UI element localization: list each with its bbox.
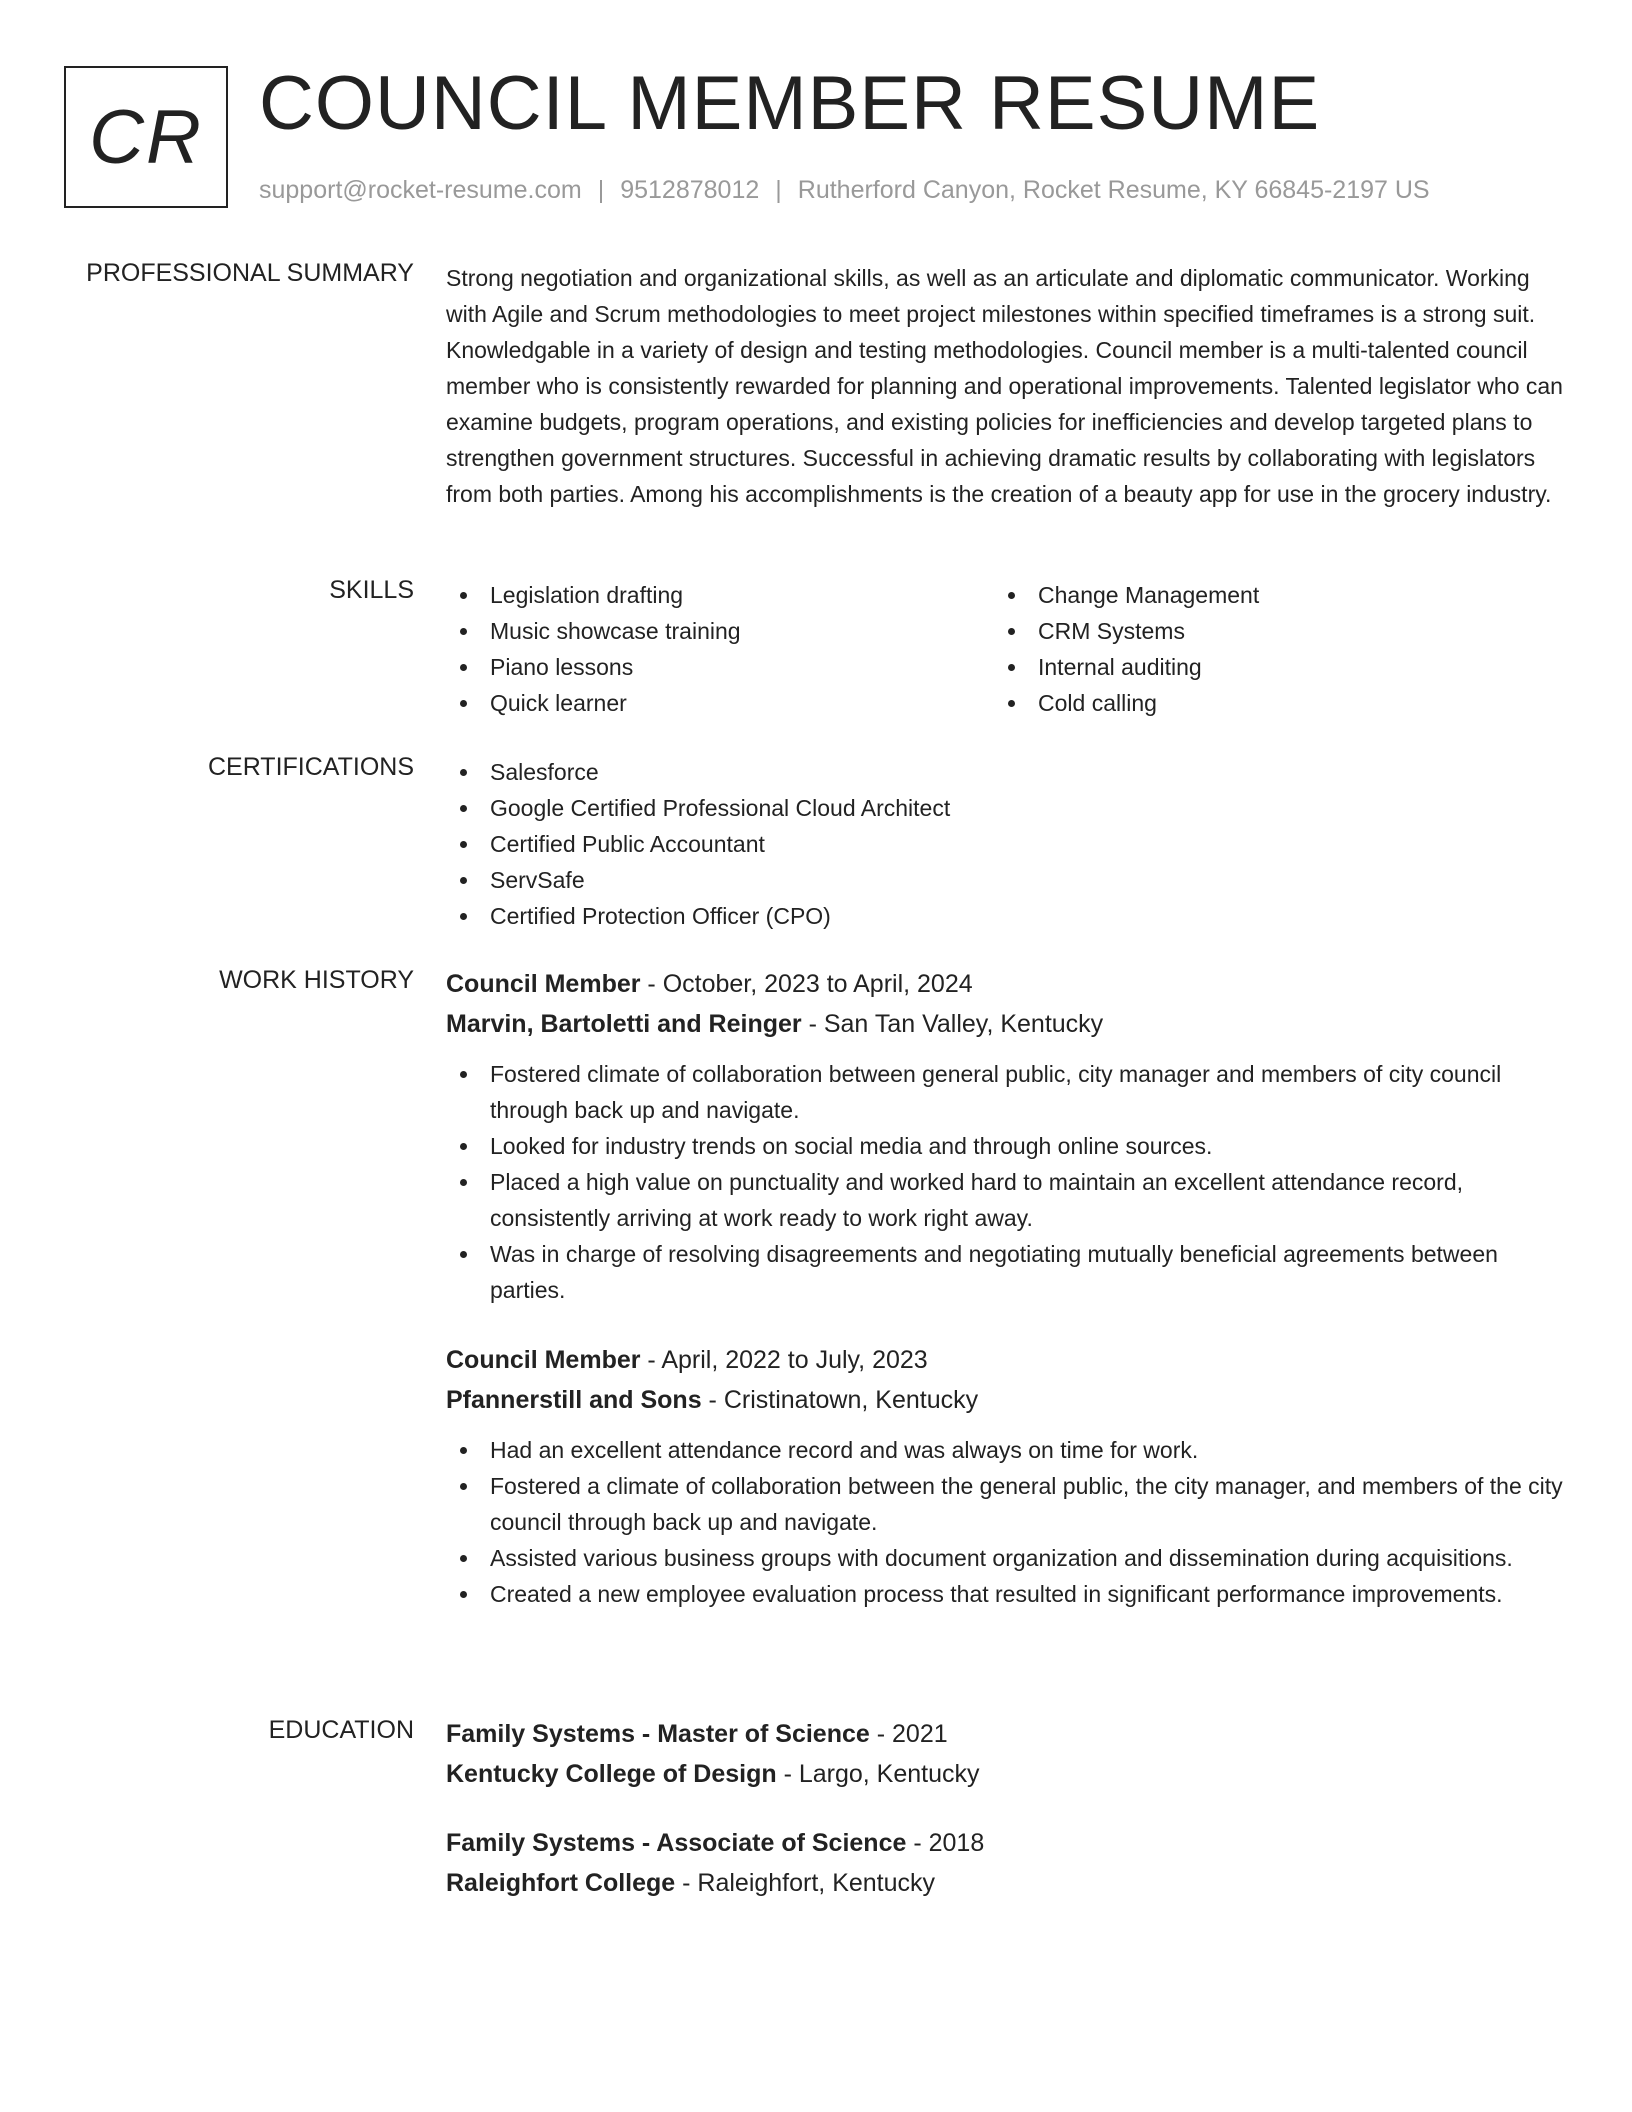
education-year: - 2018 — [906, 1829, 985, 1857]
summary-text: Strong negotiation and organizational skills, as well as an articulate and diplomatic communicator. Working with Agile and Scrum methodologies to meet project milestones within specified timeframes is a strong suit. Knowledgable in a variety of design and testing methodologies. Council member is a multi-talented council member who is consistently rewarded for planning and operational improvements. Talented legislator who can examine budgets, program operations, and existing policies for inefficiencies and develop targeted plans to strengthen government structures. Successful in achieving dramatic results by collaborating with legislators from both parties. Among his accomplishments is the creation of a beauty app for use in the grocery industry. — [446, 265, 1563, 507]
contact-separator: | — [597, 176, 605, 204]
contact-phone: 9512878012 — [620, 176, 760, 204]
skill-item: Internal auditing — [994, 649, 1542, 685]
education-school-line — [446, 1863, 1566, 1903]
job-title: Council Member — [446, 970, 641, 998]
job-entry — [446, 964, 1566, 1308]
job-bullet: Was in charge of resolving disagreements and negotiating mutually beneficial agreements between parties. — [446, 1236, 1566, 1308]
job-location: - San Tan Valley, Kentucky — [801, 1010, 1104, 1038]
contact-address: Rutherford Canyon, Rocket Resume, KY 66845-2197 US — [797, 176, 1430, 204]
certification-item: Certified Public Accountant — [446, 826, 1566, 862]
resume-title: COUNCIL MEMBER RESUME — [259, 61, 1321, 146]
job-bullet: Assisted various business groups with document organization and dissemination during acquisitions. — [446, 1540, 1566, 1576]
job-org-line — [446, 1380, 1566, 1420]
job-bullet: Looked for industry trends on social media and through online sources. — [446, 1128, 1566, 1164]
job-bullet-list — [446, 1432, 1566, 1612]
job-org-line — [446, 1004, 1566, 1044]
education-location: - Largo, Kentucky — [776, 1760, 980, 1788]
section-label-work: WORK HISTORY — [219, 966, 414, 994]
certifications-list — [446, 754, 1566, 934]
contact-email: support@rocket-resume.com — [259, 176, 582, 204]
job-title-line — [446, 964, 1566, 1004]
certification-item: ServSafe — [446, 862, 1566, 898]
job-dates: - October, 2023 to April, 2024 — [640, 970, 973, 998]
skill-item: Cold calling — [994, 685, 1542, 721]
job-employer: Pfannerstill and Sons — [446, 1386, 702, 1414]
skill-item: Music showcase training — [446, 613, 994, 649]
skills-list-left — [446, 577, 994, 721]
skill-item: CRM Systems — [994, 613, 1542, 649]
education-location: - Raleighfort, Kentucky — [675, 1869, 936, 1897]
skills-columns — [446, 577, 1566, 721]
skill-item: Change Management — [994, 577, 1542, 613]
job-bullet: Placed a high value on punctuality and worked hard to maintain an excellent attendance record, consistently arriving at work ready to work right away. — [446, 1164, 1566, 1236]
section-label-summary: PROFESSIONAL SUMMARY — [86, 259, 414, 287]
certification-item: Google Certified Professional Cloud Architect — [446, 790, 1566, 826]
section-label-skills: SKILLS — [329, 576, 414, 604]
monogram-initials: CR — [89, 94, 203, 180]
job-bullet: Fostered a climate of collaboration between the general public, the city manager, and members of the city council through back up and navigate. — [446, 1468, 1566, 1540]
education-year: - 2021 — [869, 1720, 948, 1748]
job-bullet: Fostered climate of collaboration between general public, city manager and members of city council through back up and navigate. — [446, 1056, 1566, 1128]
education-degree-line — [446, 1714, 1566, 1754]
education-degree: Family Systems - Associate of Science — [446, 1829, 907, 1857]
job-bullet: Had an excellent attendance record and was always on time for work. — [446, 1432, 1566, 1468]
education-degree-line — [446, 1823, 1566, 1863]
skills-list-right — [994, 577, 1542, 721]
education-entry — [446, 1823, 1566, 1903]
job-title: Council Member — [446, 1346, 641, 1374]
certifications-body — [446, 754, 1566, 934]
contact-separator: | — [775, 176, 782, 204]
certification-item: Certified Protection Officer (CPO) — [446, 898, 1566, 934]
job-employer: Marvin, Bartoletti and Reinger — [446, 1010, 802, 1038]
job-entry — [446, 1340, 1566, 1612]
skill-item: Legislation drafting — [446, 577, 994, 613]
education-entry — [446, 1714, 1566, 1794]
contact-line — [259, 176, 1430, 205]
job-dates: - April, 2022 to July, 2023 — [640, 1346, 928, 1374]
education-degree: Family Systems - Master of Science — [446, 1720, 870, 1748]
job-bullet: Created a new employee evaluation process that resulted in significant performance improvements. — [446, 1576, 1566, 1612]
job-location: - Cristinatown, Kentucky — [701, 1386, 979, 1414]
job-bullet-list — [446, 1056, 1566, 1308]
education-school-line — [446, 1754, 1566, 1794]
certification-item: Salesforce — [446, 754, 1566, 790]
skill-item: Piano lessons — [446, 649, 994, 685]
section-label-certifications: CERTIFICATIONS — [207, 753, 414, 781]
monogram-box — [64, 66, 228, 208]
section-label-education: EDUCATION — [268, 1716, 414, 1744]
job-title-line — [446, 1340, 1566, 1380]
education-school: Kentucky College of Design — [446, 1760, 777, 1788]
education-school: Raleighfort College — [446, 1869, 676, 1897]
skill-item: Quick learner — [446, 685, 994, 721]
